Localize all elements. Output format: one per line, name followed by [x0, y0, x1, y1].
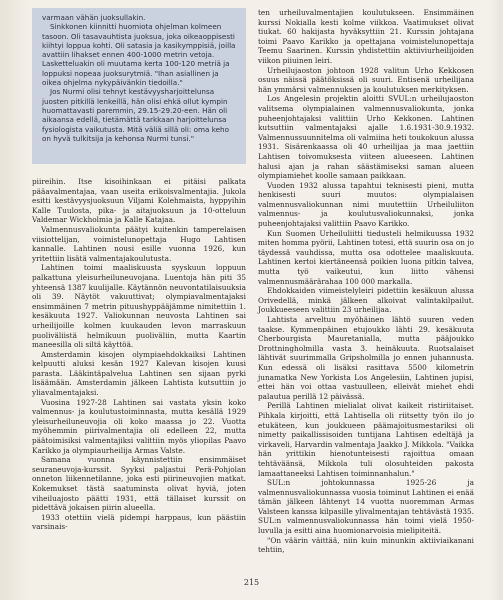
right-text-column — [258, 8, 474, 555]
body-paragraph: Perillä Lahtinen mielialat olivat kaikeit ristiriitaiset. Pihkala kirjoitti, että Lahtisella oli riitsetty työn ilo jo etukäteen, kun joukkueen päämajoitusmestariksi oli nimetty paikallissisoiden tuntijana Lahtisen edeltäjä ja virkaveli, Harvardin valmentaja Jaakko J. Mikkola. "Vaikka hän yrittikin hienotunteisesti rajoittua omaan tehtäväänsä, Mikkola tuli olosuhteiden pakosta lamaattaneeksi Lahtisen toiminnanhalun." — [258, 401, 474, 478]
body-paragraph: "On väärin väittää, niin kuin minunkin aktiiviaikanani tehtiin, — [258, 535, 474, 555]
left-text-column — [32, 177, 246, 532]
body-paragraph: Vuoden 1932 alussa tapahtui teknisesti pieni, mutta henkisesti suuri muutos: olympialaisen valmennusvaliokunnan nimi muutettiin Urheiluliiton valmennus- ja koulutusvaliokunnaksi, jonka puheenjohtajaksi valittiin Paavo Karikko. — [258, 180, 474, 229]
body-paragraph: 1933 otettiin vielä pidempi harppaus, kun päästiin varsinais- — [32, 512, 246, 532]
body-paragraph: Valmennusvaliokunta päätyi kuitenkin tamperelaisen viisiottelijan, voimistelunopettaja Hugo Lahtisen kannalle. Lahtinen nousi esille vuonna 1926, kun yritettiin lisätä valmentajakoulutusta. — [32, 224, 246, 263]
body-paragraph: Kun Suomen Urheiluliitti tiedusteli helmikuussa 1932 miten homma pyörii, Lahtinen totesi, että suurin osa on jo täydessä vauhdissa, mutta osa odottelee maaliskuuta. Lahtinen kertoi kiertäneensä poikien luona pitkin talvea, mutta työ vaikeutui, kun liitto vähensi valmennusmäärärahaa 100 000 markalla. — [258, 228, 474, 286]
sidebox-paragraph: Jos Nurmi olisi tehnyt kestävyysharjoittelunsa juosten pitkillä lenkeillä, hän olisi ehkä ollut kympin huomattavasti paremmin, 29.15-29.20-een. Hän oli aikaansa edellä, tietämättä tarkkaan harjoittelunsa fysiologista vaikutusta. Mitä väliä sillä oli: oma keho on hyvä tulkitsija ja kehonsa Nurmi tunsi." — [42, 87, 230, 143]
page-number: 215 — [243, 578, 260, 587]
body-paragraph: Los Angelesin projektin aloitti SVUL:n urheilujaoston valitsema olympialainen valmennusvaliokunta, jonka puheenjohtajaksi valittiin Urho Kekkonen. Lahtinen kutsuttiin valmentajaksi ajalle 1.6.1931-30.9.1932. Valmennussuunnitelma oli valmiina heti toukokuun alussa 1931. Sisärenkaassa oli 40 urheilijaa ja maa jaettiin Lahtisen toivomuksesta viiteen alueeseen. Lahtinen halusi ajan ja rahan säästämiseksi saman alueen olympiamiehet koolle samaan paikkaan. — [258, 94, 474, 181]
page-edge-shadow — [489, 0, 503, 600]
body-paragraph: Lahtista arveltuu myöhäinen lähtö suuren veden taakse. Kymmenpäinen etujoukko lähti 29. kesäkuuta Cherbourgista Mauretanialla, mutta pääjoukko Drottningholmilla vasta 3. heinäkuuta. Ruotsalaiset lähtivät suurimmalla Gripsholmilla jo ennen juhannusta. Kun edessä oli lisäksi rasittava 5500 kilometrin junamatka New Yorkista Los Angelesiin, Lahtinen jupisi, ettei hän voi ottaa vastuulleen, elleivät miehet ehdi palautua perillä 12 päivässä. — [258, 315, 474, 401]
body-paragraph: Lahtinen toimi maaliskuusta syyskuun loppuun palkattuna yleisurheiluneuvojana. Luentoja hän piti 35 yhteensä 1387 kuulijalle. Käytännön neuvontatilaisuuksia oli 39. Näytöt vakuuttivat; olympiavalmentajaksi ensimmäinen 7 metrin pituushyppääjämme nimitettiin 1. kesäkuuta 1927. Valiokunnan neuvosta Lahtinen sai urheilijoille kolmen kuukauden levon marraskuun puoliväliistä helmikuun puoliväliin, mutta Kaartin maneesilla oli siltä käyttöä. — [32, 263, 246, 350]
sidebar-quote-box — [32, 8, 246, 164]
body-paragraph: Samana vuonna käynnistettiin ensimmäiset seuraneuvoja-kurssit. Syyksi paljastui Perä-Pohjolan onneton liikennetilanne, joka esti piirineuvojien matkat. Kokemukset tästä saatuminsta olivat hyviä, joten viheiluajosto päätti 1931, että tällaiset kurssit on pidettävä jokaisen piirin alueella. — [32, 455, 246, 513]
body-paragraph: SUL:n johtokunnassa 1925-26 ja valmennusvaliokunnassa vuosia toiminut Lahtinen ei enää tämän jälkeen lähtenyt 14 vuotta nuoremman Armas Valsteen kanssa kilpasille ylivalmentajan tehtävästä 1935. SUL:n valmennusvaliokunnassa hän toimi vielä 1950-luvulla ja esitti aina huomionarvoisia mielipiteitä. — [258, 478, 474, 536]
body-paragraph: Ehdokkaiden viimeistelyleiri pidettiin kesäkuun alussa Orivedellä, minkä jälkeen alkoivat valintakilpailut. Joukkueeseen valittiin 23 urheilijaa. — [258, 286, 474, 315]
body-paragraph: piireihin. Itse kisoihinkaan ei pitäisi palkata pääavalmentajaa, vaan useita erikoisvalmentajia. Jukola esitti kestävyysjuoksuun Viljami Kolehmaista, hyppyihin Kalle Tuulosta, pika- ja aitajuoksuun ja 10-otteluun Valdemar Wickholmia ja Kalle Katajaa. — [32, 177, 246, 225]
body-paragraph: ten urheiluvalmentajien koulutukseen. Ensimmäinen kurssi Nokialla kesti kolme viikkoa. Vaatimukset olivat tiukat. 60 hakijasta hyväksyttiin 21. Kurssin johtajana toimi Paavo Karikko ja opettajana voimistelunopettaja Teemu Saarinen. Kurssin yhdistettiin aktiiviurheilijoiden viikon piiuinen leiri. — [258, 8, 474, 65]
body-paragraph: Vuosina 1927-28 Lahtinen sai vastata yksin koko valmennus- ja koulutustoiminnasta, mutta kesällä 1929 yleisurheiluneuvojia oli koko maassa jo 22. Vuotta myöhemmin piirivalmentajia oli edelleen 22, mutta päätoimisiksi valmentajiksi valittiin myös yliopilas Paavo Karikko ja olympiaurheilija Armas Valste. — [32, 397, 246, 455]
sidebox-paragraph: varmaan vähän juoksullakin. — [42, 13, 146, 22]
body-paragraph: Amsterdamin kisojen olympiaehdokkaiksi Lahtinen kelpuutti aluksi kesän 1927 Kalevan kisojen kuusi parasta. Lääkintäpalvelua Lahtinen sen sijaan pyrki lisäämään. Amsterdamin jälkeen Lahtista kutsuttiin jo yliavalmentajaksi. — [32, 349, 246, 398]
body-paragraph: Urheilujaoston johtoon 1928 valitun Urho Kekkosen osuus näissä päätöksissä oli suuri. Entisenä urheilijana hän ymmärsi valmennuksen ja koulutuksen merkityksen. — [258, 65, 474, 94]
sidebox-paragraph: Sinkkonen kiinnitti huomiota ohjelman kolmeen tasoon. Oli tasavauhtista juoksua, joka oikeaoppisesti kiihtyi loppua kohti. Oli satasia ja kasikymppisiä, joilla avattiin lihakset ennen 400-1000 metrin vetoja. Lasketteluakin oli muutama kerta 100-120 metriä ja loppuksi nopeaa juoksurytmiä. "Ihan asiallinen ja oikea ohjelma nykypäivänkin tiedoilla." — [42, 22, 236, 88]
